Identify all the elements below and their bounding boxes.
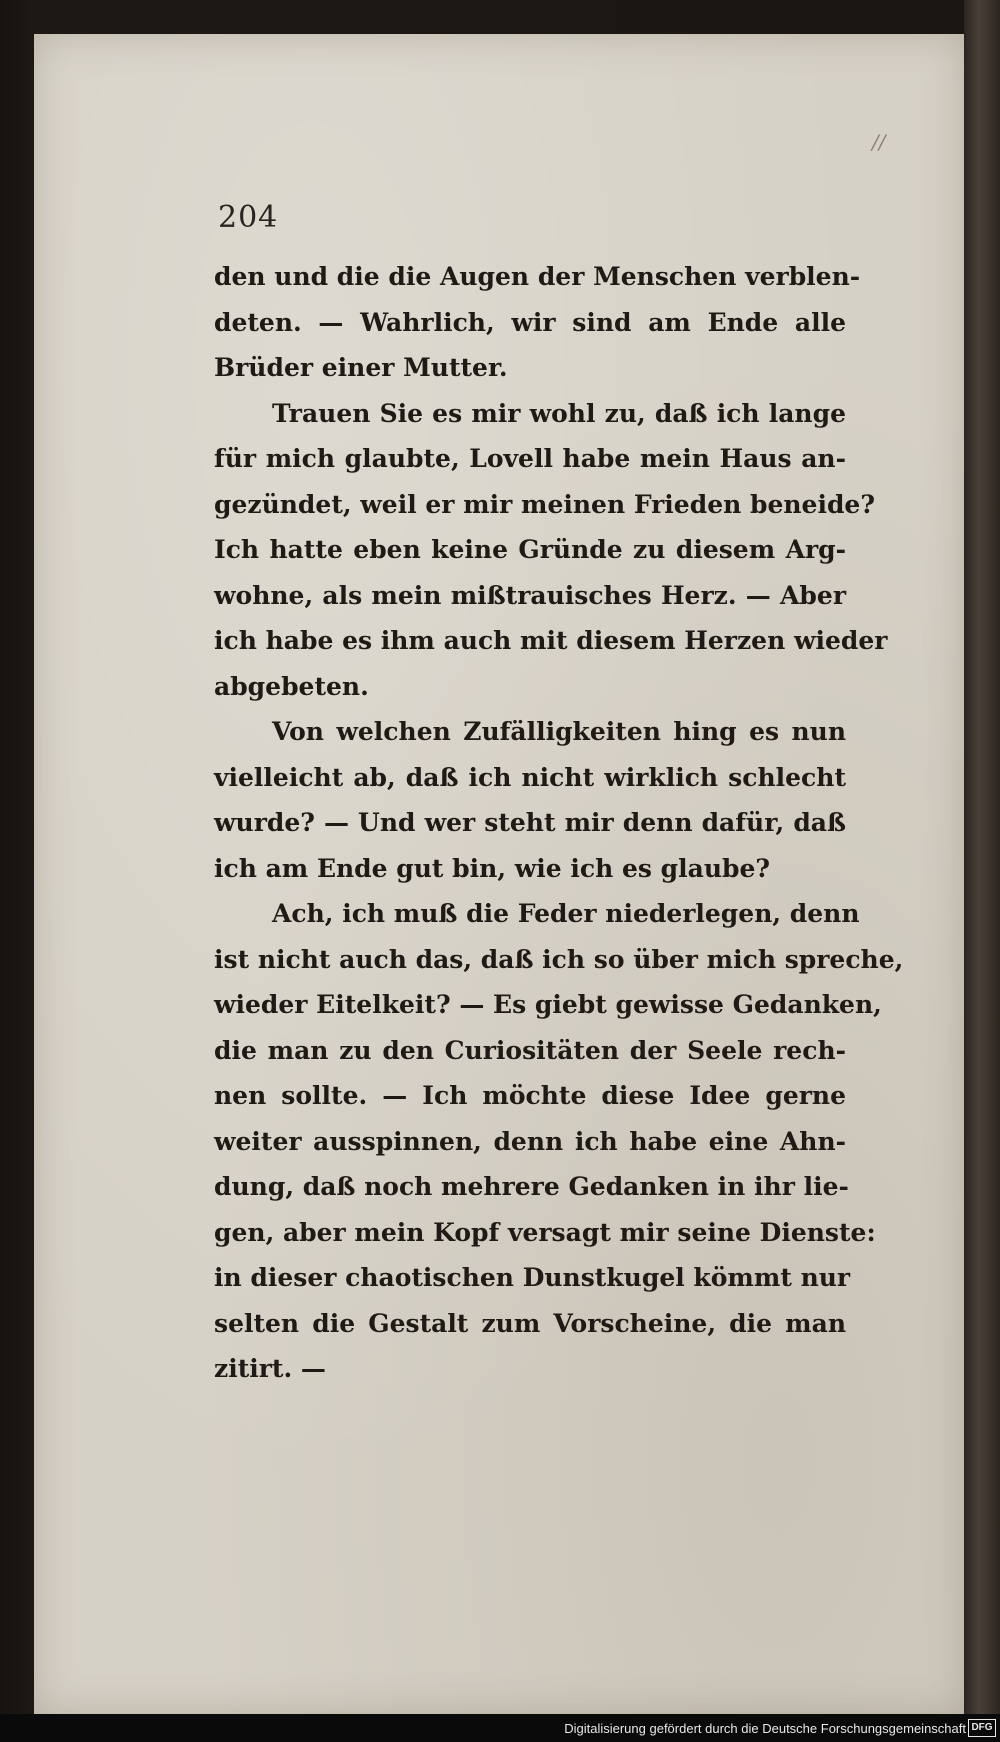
text-line: in dieser chaotischen Dunstkugel kömmt nur (214, 1263, 851, 1292)
text-line: zitirt. — (214, 1354, 326, 1383)
footer-credit: Digitalisierung gefördert durch die Deutsche Forschungsgemeinschaft (564, 1721, 966, 1736)
text-line: wurde? — Und wer steht mir denn dafür, daß (214, 808, 846, 837)
text-line: deten. — Wahrlich, wir sind am Ende alle (214, 307, 846, 337)
page-number: 204 (218, 200, 279, 235)
text-line: den und die die Augen der Menschen verblen- (214, 262, 861, 291)
book-spine-edge (964, 0, 1000, 1742)
text-line: selten die Gestalt zum Vorscheine, die man (214, 1308, 846, 1338)
text-line: wohne, als mein mißtrauisches Herz. — Aber (214, 580, 846, 610)
text-line: nen sollte. — Ich möchte diese Idee gerne (214, 1081, 846, 1110)
dfg-logo: DFG (968, 1719, 996, 1737)
text-line: Von welchen Zufälligkeiten hing es nun (272, 717, 846, 746)
text-line: wieder Eitelkeit? — Es giebt gewisse Gedanken, (214, 990, 882, 1019)
margin-pencil-mark: // (872, 130, 886, 154)
text-line: dung, daß noch mehrere Gedanken in ihr lie- (214, 1172, 849, 1201)
text-line: weiter ausspinnen, denn ich habe eine Ahn- (214, 1126, 846, 1156)
text-line: vielleicht ab, daß ich nicht wirklich schlecht (214, 762, 846, 792)
text-line: Trauen Sie es mir wohl zu, daß ich lange (272, 398, 846, 428)
text-line: ich am Ende gut bin, wie ich es glaube? (214, 853, 771, 883)
text-line: gen, aber mein Kopf versagt mir seine Dienste: (214, 1217, 876, 1247)
text-line: Ach, ich muß die Feder niederlegen, denn (272, 899, 860, 928)
page-text (214, 254, 904, 1392)
footer-bar (0, 1714, 1000, 1742)
text-line: gezündet, weil er mir meinen Frieden beneide? (214, 489, 875, 519)
text-line: für mich glaubte, Lovell habe mein Haus an- (214, 444, 846, 473)
text-line: ich habe es ihm auch mit diesem Herzen wieder (214, 626, 888, 655)
text-line: ist nicht auch das, daß ich so über mich spreche, (214, 944, 904, 974)
text-line: Brüder einer Mutter. (214, 353, 508, 382)
text-line: die man zu den Curiositäten der Seele rech- (214, 1035, 846, 1065)
text-line: Ich hatte eben keine Gründe zu diesem Arg- (214, 535, 846, 564)
text-line: abgebeten. (214, 671, 369, 701)
